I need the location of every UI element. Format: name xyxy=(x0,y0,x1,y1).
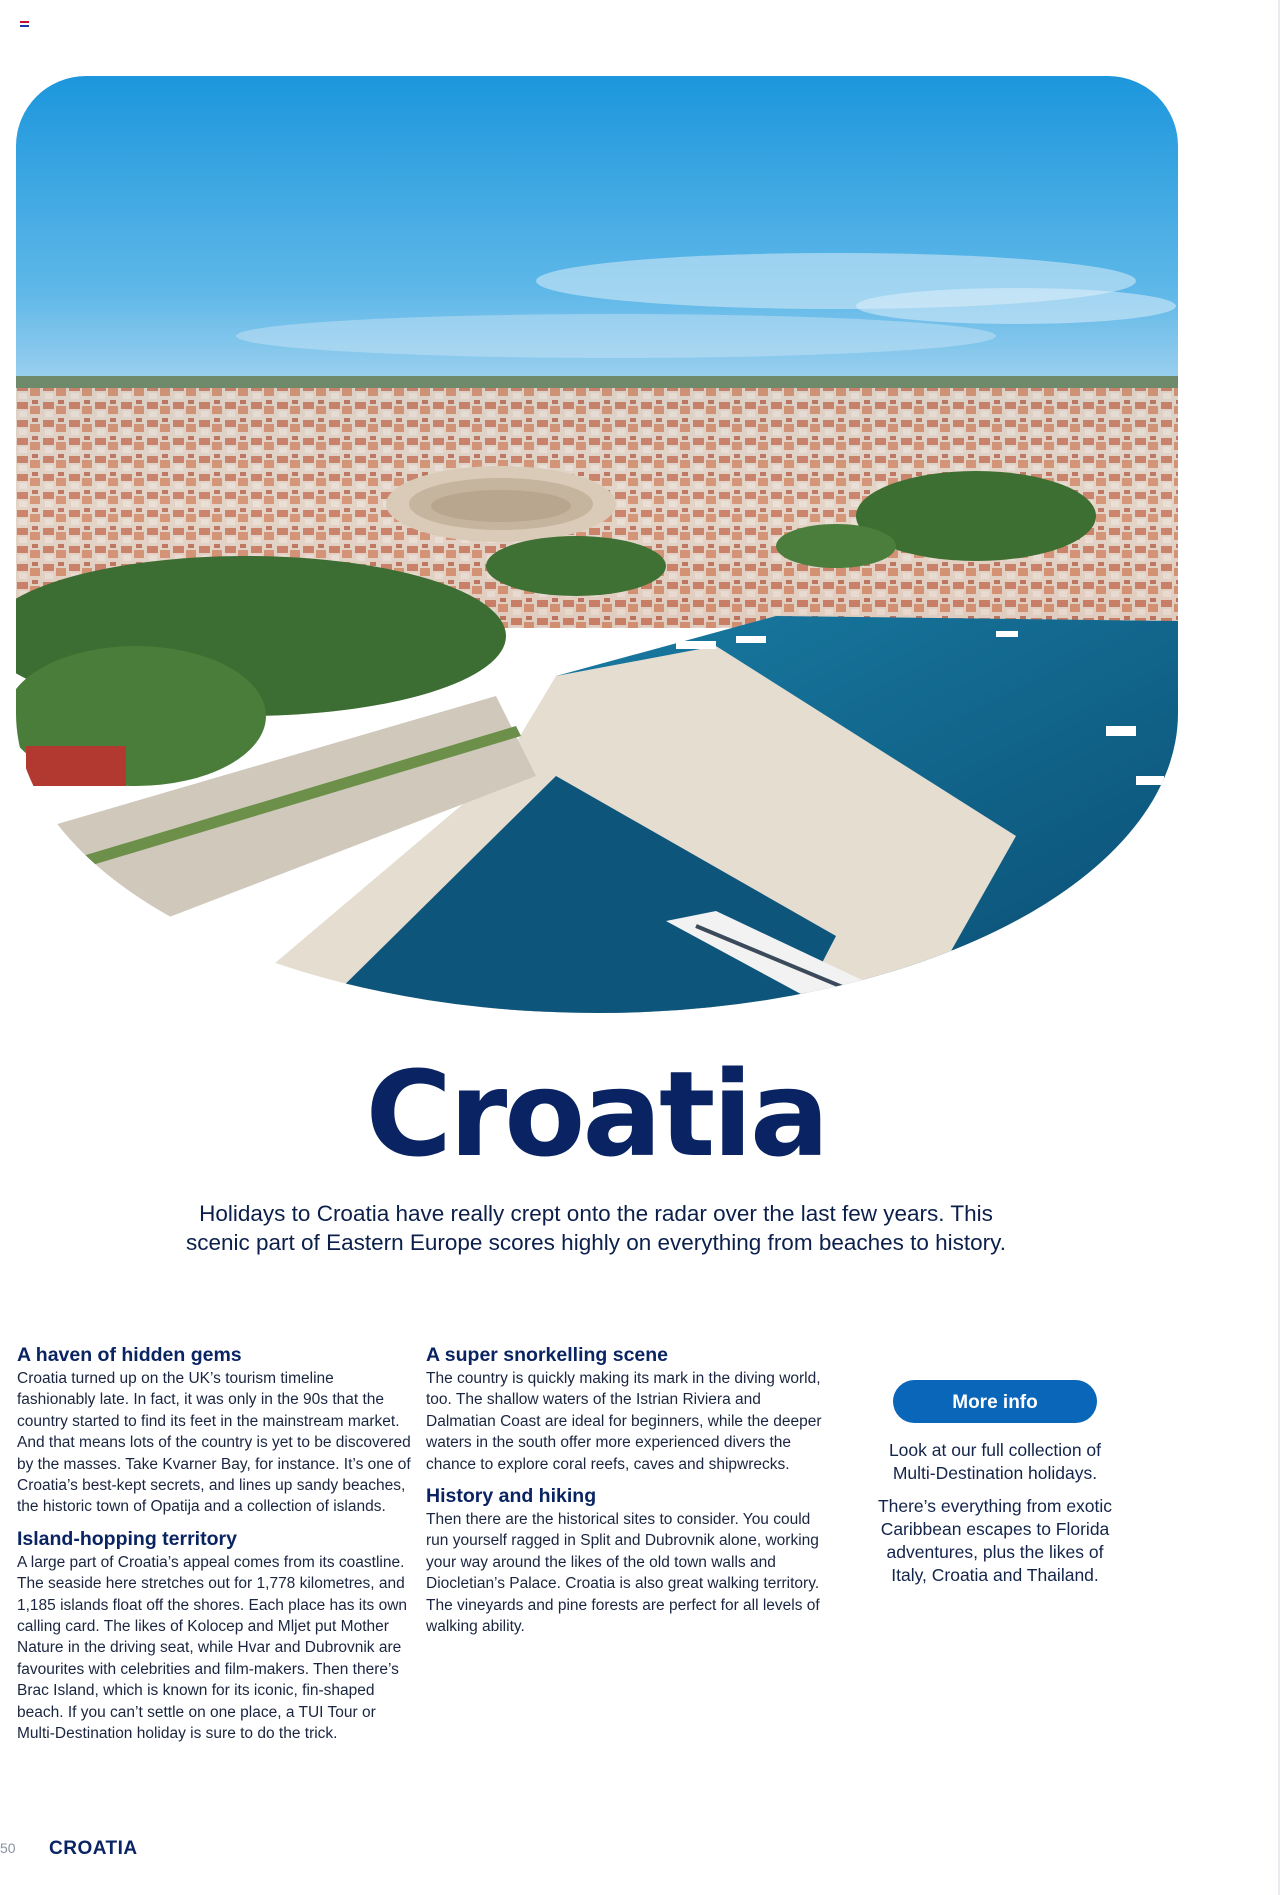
page-number: 50 xyxy=(0,1840,16,1856)
more-info-button[interactable]: More info xyxy=(893,1380,1097,1423)
cta-panel xyxy=(870,1380,1120,1587)
cta-text-destinations: There’s everything from exotic Caribbean escapes to Florida adventures, plus the likes of Italy, Croatia and Thailand. xyxy=(877,1496,1113,1585)
section-body: Then there are the historical sites to consider. You could run yourself ragged in Split and Dubrovnik alone, working your way around the likes of the old town walls and Diocletian’s Palace. Croatia is also great walking territory. The vineyards and pine forests are perfect for all levels of walking ability. xyxy=(426,1511,820,1636)
section-body: The country is quickly making its mark in the diving world, too. The shallow waters of the Istrian Riviera and Dalmatian Coast are ideal for beginners, while the deeper waters in the south offer more experienced divers the chance to explore coral reefs, caves and shipwrecks. xyxy=(426,1370,822,1473)
intro-text: Holidays to Croatia have really crept onto the radar over the last few years. This scenic part of Eastern Europe scores highly on everything from beaches to history. xyxy=(186,1201,1006,1255)
section-heading: History and hiking xyxy=(426,1485,597,1508)
section-body: Croatia turned up on the UK’s tourism timeline fashionably late. In fact, it was only in the 90s that the country started to find its feet in the mainstream market. And that means lots of the country is yet to be discovered by the masses. Take Kvarner Bay, for instance. It’s one of Croatia’s best-kept secrets, and lines up sandy beaches, the historic town of Opatija and a collection of islands. xyxy=(17,1370,411,1516)
text-column-middle xyxy=(426,1342,826,1645)
text-column-left xyxy=(17,1342,412,1753)
cta-text-collection: Look at our full collection of Multi-Destination holidays. xyxy=(888,1440,1102,1483)
section-heading: Island-hopping territory xyxy=(17,1527,237,1550)
page-title: Croatia xyxy=(365,1045,827,1183)
section-heading: A super snorkelling scene xyxy=(426,1344,669,1366)
footer-section-name: CROATIA xyxy=(49,1838,138,1859)
photo-icon xyxy=(16,76,1178,1013)
section-heading: A haven of hidden gems xyxy=(17,1344,242,1366)
flag-icon xyxy=(20,21,29,27)
section-body: A large part of Croatia’s appeal comes from its coastline. The seaside here stretches out for 1,778 kilometres, and 1,185 islands float off the shores. Each place has its own calling card. The likes of Kolocep and Mljet put Mother Nature in the driving seat, while Hvar and Dubrovnik are favourites with celebrities and film-makers. Then there’s Brac Island, which is known for its iconic, fin-shaped beach. If you can’t settle on one place, a TUI Tour or Multi-Destination holiday is sure to do the trick. xyxy=(17,1553,408,1743)
hero-image xyxy=(16,76,1178,1013)
